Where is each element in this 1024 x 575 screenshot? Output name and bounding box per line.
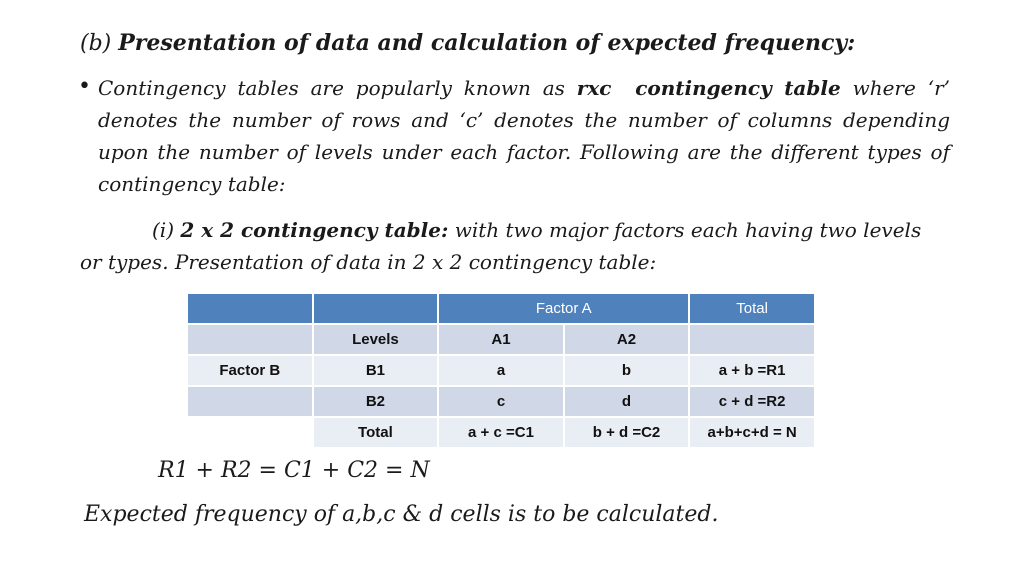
table-cell-empty	[187, 386, 313, 417]
cell-b1-a2: b	[564, 355, 690, 386]
bullet-text-end: where ‘r’ denotes the number of rows and ‘c’ denotes the number of columns depending upon the number of levels under each factor. Following are the different types of contingency table:	[98, 76, 950, 196]
section-heading	[80, 30, 855, 56]
cell-factor-b: Factor B	[187, 355, 313, 386]
header-total: Total	[689, 293, 815, 324]
table-header-row	[187, 293, 815, 324]
cell-a2: A2	[564, 324, 690, 355]
cell-grand-total: a+b+c+d = N	[689, 417, 815, 448]
cell-a1: A1	[438, 324, 564, 355]
subsection-prefix: (i)	[152, 218, 181, 242]
table-cell-empty	[689, 324, 815, 355]
heading-title: Presentation of data and calculation of expected frequency:	[118, 30, 856, 56]
bullet-text-start: Contingency tables are popularly known as	[98, 76, 577, 100]
cell-b1-level: B1	[313, 355, 439, 386]
table-cell-empty	[187, 324, 313, 355]
bullet-item	[78, 72, 950, 200]
bullet-term-rxc: rxc	[576, 76, 612, 100]
table-row-levels	[187, 324, 815, 355]
header-empty-cell	[187, 293, 313, 324]
cell-total-a1: a + c =C1	[438, 417, 564, 448]
cell-total-label: Total	[313, 417, 439, 448]
cell-b1-total: a + b =R1	[689, 355, 815, 386]
header-factor-a: Factor A	[438, 293, 689, 324]
subsection-title: 2 x 2 contingency table:	[180, 218, 449, 242]
equation: R1 + R2 = C1 + C2 = N	[158, 458, 430, 483]
cell-b2-level: B2	[313, 386, 439, 417]
contingency-table	[186, 292, 816, 449]
table-row-b1	[187, 355, 815, 386]
cell-levels-label: Levels	[313, 324, 439, 355]
table-row-total	[187, 417, 815, 448]
expected-frequency-note: Expected frequency of a,b,c & d cells is to be calculated.	[84, 502, 719, 527]
table-row-b2	[187, 386, 815, 417]
cell-b2-total: c + d =R2	[689, 386, 815, 417]
bullet-paragraph	[98, 72, 950, 200]
subsection-text: with two major factors each having two levels or types. Presentation of data in 2 x 2 contingency table:	[80, 218, 922, 274]
heading-prefix: (b)	[80, 31, 119, 56]
table-cell-empty	[187, 417, 313, 448]
cell-b1-a1: a	[438, 355, 564, 386]
subsection-paragraph	[80, 214, 940, 278]
bullet-gap	[611, 76, 635, 100]
header-empty-cell	[313, 293, 439, 324]
cell-total-a2: b + d =C2	[564, 417, 690, 448]
cell-b2-a2: d	[564, 386, 690, 417]
bullet-term-contingency-table: contingency table	[635, 76, 841, 100]
bullet-dot-icon: •	[78, 74, 91, 99]
cell-b2-a1: c	[438, 386, 564, 417]
